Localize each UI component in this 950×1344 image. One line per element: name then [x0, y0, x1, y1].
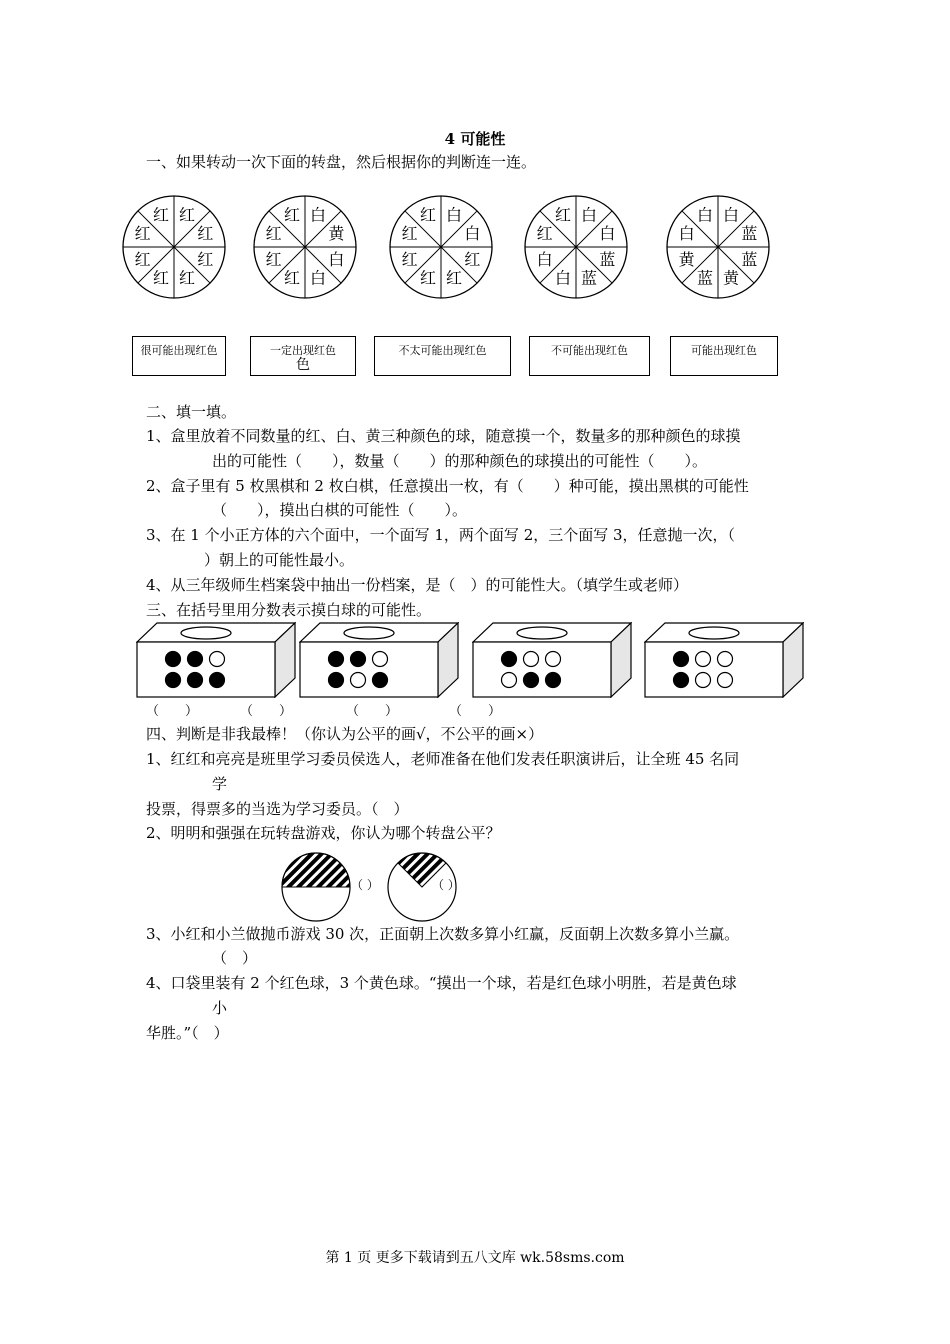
spinner-sector-label: 白 [328, 250, 345, 270]
spinner-sector-label: 白 [696, 205, 713, 225]
white-ball [696, 652, 711, 667]
half-shaded-circle [281, 852, 351, 922]
label-text-overflow: 色 [296, 357, 310, 373]
spinner-sector-label: 红 [419, 205, 436, 225]
white-ball [502, 673, 517, 688]
black-ball [166, 673, 181, 688]
label-text: 可能出现红色 [691, 344, 757, 357]
label-box-impossible [529, 336, 650, 376]
label-box-unlikely [374, 336, 511, 376]
spinner-sector-label: 红 [179, 268, 196, 288]
spinner-3 [387, 193, 495, 305]
spinner-sector-label: 蓝 [599, 250, 616, 270]
spinner-sector-label: 白 [723, 205, 740, 225]
s2-q2-line1: 2、盒子里有 5 枚黑棋和 2 枚白棋，任意摸出一枚，有（ ）种可能，摸出黑棋的可能性 [146, 477, 749, 495]
box-opening [344, 627, 394, 639]
ball-box-3 [472, 622, 632, 702]
s4-q3-line1: 3、小红和小兰做抛币游戏 30 次，正面朝上次数多算小红赢，反面朝上次数多算小兰赢。 [146, 925, 740, 943]
black-ball [502, 652, 517, 667]
s4-q1-line3: 投票，得票多的当选为学习委员。（ ） [146, 800, 409, 818]
box-opening [517, 627, 567, 639]
label-text: 不可能出现红色 [551, 344, 628, 357]
spinner-sector-label: 红 [464, 250, 481, 270]
box-front [300, 642, 438, 697]
spinner-1 [120, 193, 228, 305]
s4-q4-line1: 4、口袋里装有 2 个红色球，3 个黄色球。“摸出一个球，若是红色球小明胜，若是黄色球 [146, 974, 737, 992]
spinner-sector-label: 红 [401, 223, 418, 243]
spinner-sector-label: 蓝 [741, 223, 758, 243]
black-ball [166, 652, 181, 667]
answer-blank-4[interactable]: （ ） [449, 704, 502, 719]
fair-spinner-half [281, 852, 351, 926]
s4-q1-line1: 1、红红和亮亮是班里学习委员侯选人，老师准备在他们发表任职演讲后，让全班 45 名同 [146, 750, 740, 768]
spinner-sector-label: 红 [152, 205, 169, 225]
label-box-very-likely [132, 336, 226, 376]
black-ball [329, 652, 344, 667]
black-ball [188, 673, 203, 688]
white-ball [718, 673, 733, 688]
spinner-sector-label: 白 [446, 205, 463, 225]
spinner-sector-label: 红 [283, 268, 300, 288]
white-ball [546, 652, 561, 667]
spinner-sector-label: 红 [265, 223, 282, 243]
ball-box-1 [136, 622, 296, 702]
spinner-sector-label: 红 [554, 205, 571, 225]
spinner-sector-label: 红 [197, 250, 214, 270]
spinner-sector-label: 白 [554, 268, 571, 288]
answer-blank-2[interactable]: （ ） [240, 704, 293, 719]
black-ball [351, 652, 366, 667]
box-front [137, 642, 275, 697]
spinner-sector-label: 红 [152, 268, 169, 288]
s4-q4-line3: 华胜。”（ ） [146, 1024, 229, 1042]
box-front [473, 642, 611, 697]
white-ball [696, 673, 711, 688]
s2-q2-line2: （ ），摸出白棋的可能性（ ）。 [212, 501, 468, 519]
s4-q3-line2: （ ） [212, 949, 258, 967]
s4-q1-line2: 学 [212, 775, 228, 793]
spinner-sector-label: 红 [197, 223, 214, 243]
black-ball [373, 673, 388, 688]
white-ball [210, 652, 225, 667]
label-text: 一定出现红色 [270, 344, 336, 357]
section2-heading: 二、填一填。 [146, 403, 237, 421]
black-ball [674, 652, 689, 667]
label-box-possible [670, 336, 778, 376]
box-opening [181, 627, 231, 639]
s2-q3-line1: 3、在 1 个小正方体的六个面中，一个面写 1，两个面写 2，三个面写 3，任意抛一次，（ [146, 526, 736, 544]
spinner-sector-label: 红 [401, 250, 418, 270]
white-ball [351, 673, 366, 688]
white-ball [373, 652, 388, 667]
label-text: 不太可能出现红色 [398, 344, 487, 357]
box-opening [689, 627, 739, 639]
answer-blank-1[interactable]: （ ） [146, 704, 199, 719]
page-title: 4 可能性 [444, 130, 506, 148]
s4-q4-line2: 小 [212, 999, 228, 1017]
spinner-sector-label: 红 [419, 268, 436, 288]
spinner-4 [522, 193, 630, 305]
label-box-certain [250, 336, 356, 376]
white-ball [524, 652, 539, 667]
black-ball [210, 673, 225, 688]
label-text: 很可能出现红色 [140, 344, 218, 357]
spinner-2 [251, 193, 359, 305]
black-ball [546, 673, 561, 688]
s4-q2: 2、明明和强强在玩转盘游戏，你认为哪个转盘公平？ [146, 824, 501, 842]
spinner-sector-label: 红 [536, 223, 553, 243]
fair-blank-1[interactable]: （ ） [351, 878, 379, 892]
answer-blank-3[interactable]: （ ） [346, 704, 399, 719]
box-front [645, 642, 783, 697]
s2-q1-line2: 出的可能性（ ），数量（ ）的那种颜色的球摸出的可能性（ ）。 [212, 452, 708, 470]
spinner-sector-label: 红 [134, 223, 151, 243]
spinner-sector-label: 白 [536, 250, 553, 270]
black-ball [674, 673, 689, 688]
black-ball [524, 673, 539, 688]
black-ball [188, 652, 203, 667]
white-ball [718, 652, 733, 667]
spinner-sector-label: 白 [310, 205, 327, 225]
spinner-sector-label: 黄 [723, 268, 740, 288]
spinner-sector-label: 白 [581, 205, 598, 225]
spinner-sector-label: 黄 [678, 250, 695, 270]
fair-blank-2[interactable]: （ ） [432, 878, 460, 892]
section4-heading: 四、判断是非我最棒！（你认为公平的画√，不公平的画×） [146, 725, 544, 743]
s2-q4: 4、从三年级师生档案袋中抽出一份档案，是（ ）的可能性大。（填学生或老师） [146, 576, 689, 594]
spinner-sector-label: 蓝 [741, 250, 758, 270]
section1-heading: 一、如果转动一次下面的转盘，然后根据你的判断连一连。 [146, 153, 537, 171]
ball-box-4 [644, 622, 804, 702]
spinner-5 [664, 193, 772, 305]
spinner-sector-label: 白 [464, 223, 481, 243]
section3-heading: 三、在括号里用分数表示摸白球的可能性。 [146, 601, 432, 619]
spinner-sector-label: 白 [678, 223, 695, 243]
spinner-sector-label: 蓝 [581, 268, 598, 288]
spinner-sector-label: 红 [134, 250, 151, 270]
spinner-sector-label: 红 [265, 250, 282, 270]
ball-box-2 [299, 622, 459, 702]
spinner-sector-label: 白 [599, 223, 616, 243]
s2-q3-line2: ）朝上的可能性最小。 [204, 551, 355, 569]
spinner-sector-label: 蓝 [696, 268, 713, 288]
spinner-sector-label: 红 [179, 205, 196, 225]
spinner-sector-label: 红 [283, 205, 300, 225]
spinner-sector-label: 红 [446, 268, 463, 288]
s2-q1-line1: 1、盒里放着不同数量的红、白、黄三种颜色的球，随意摸一个，数量多的那种颜色的球摸 [146, 427, 741, 445]
black-ball [329, 673, 344, 688]
page-footer: 第 1 页 更多下载请到五八文库 wk.58sms.com [325, 1250, 625, 1266]
spinner-sector-label: 白 [310, 268, 327, 288]
spinner-sector-label: 黄 [328, 223, 345, 243]
